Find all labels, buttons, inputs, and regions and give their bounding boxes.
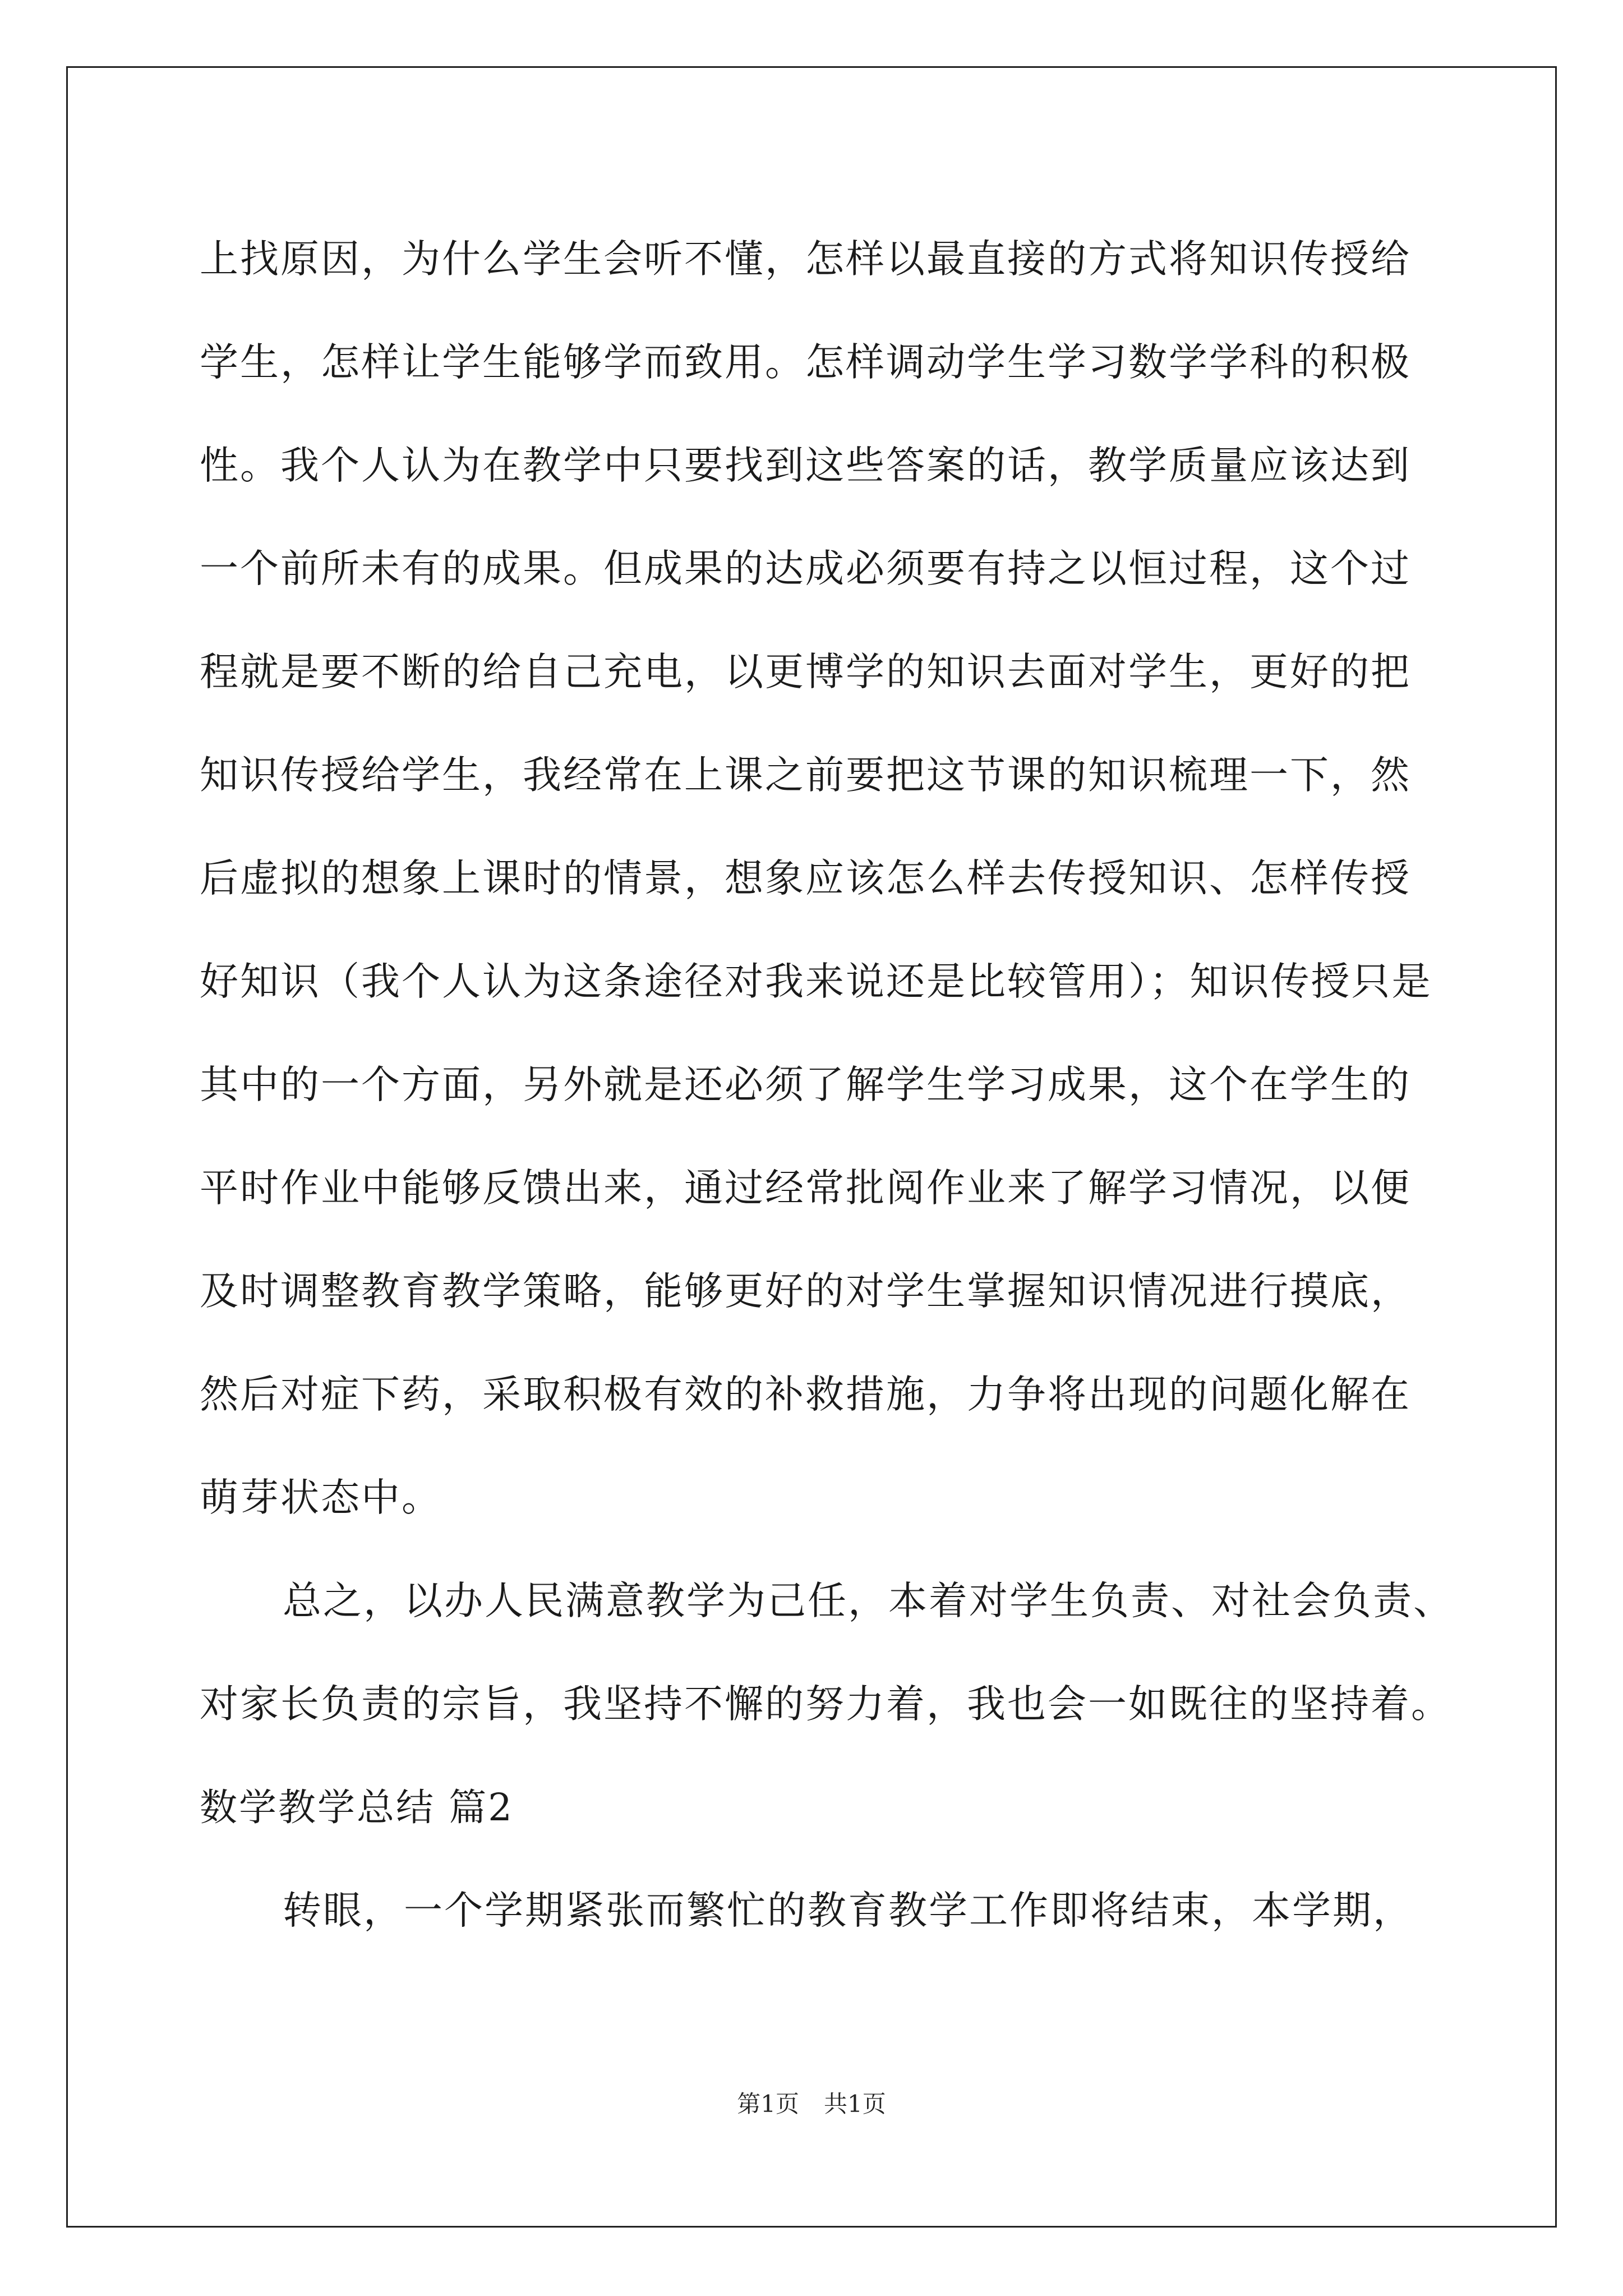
text-line: 后虚拟的想象上课时的情景，想象应该怎么样去传授知识、怎样传授 (200, 856, 1411, 901)
section-heading: 数学教学总结 篇2 (200, 1786, 514, 1829)
text-line: 性。我个人认为在教学中只要找到这些答案的话，教学质量应该达到 (200, 443, 1411, 488)
text-line: 对家长负责的宗旨，我坚持不懈的努力着，我也会一如既往的坚持着。 (200, 1682, 1451, 1727)
page-number: 第1页 (737, 2090, 799, 2118)
text-line: 及时调整教育教学策略，能够更好的对学生掌握知识情况进行摸底， (200, 1269, 1411, 1314)
text-line: 萌芽状态中。 (200, 1475, 442, 1520)
page-total: 共1页 (824, 2090, 886, 2118)
page-footer (0, 2086, 1623, 2119)
text-line: 然后对症下药，采取积极有效的补救措施，力争将出现的问题化解在 (200, 1372, 1411, 1417)
document-body (200, 208, 1454, 1962)
paragraph-start-line: 转眼，一个学期紧张而繁忙的教育教学工作即将结束，本学期， (283, 1888, 1413, 1933)
text-line: 知识传授给学生，我经常在上课之前要把这节课的知识梳理一下，然 (200, 753, 1411, 798)
text-line: 好知识（我个人认为这条途径对我来说还是比较管用）；知识传授只是 (200, 959, 1432, 1004)
text-line: 程就是要不断的给自己充电，以更博学的知识去面对学生，更好的把 (200, 650, 1411, 694)
text-line: 学生，怎样让学生能够学而致用。怎样调动学生学习数学学科的积极 (200, 340, 1411, 385)
text-line: 其中的一个方面，另外就是还必须了解学生学习成果，这个在学生的 (200, 1062, 1411, 1107)
paragraph-start-line: 总之，以办人民满意教学为己任，本着对学生负责、对社会负责、 (283, 1579, 1454, 1623)
text-line: 平时作业中能够反馈出来，通过经常批阅作业来了解学习情况，以便 (200, 1166, 1411, 1211)
text-line: 上找原因，为什么学生会听不懂，怎样以最直接的方式将知识传授给 (200, 237, 1411, 282)
text-line: 一个前所未有的成果。但成果的达成必须要有持之以恒过程，这个过 (200, 546, 1411, 591)
